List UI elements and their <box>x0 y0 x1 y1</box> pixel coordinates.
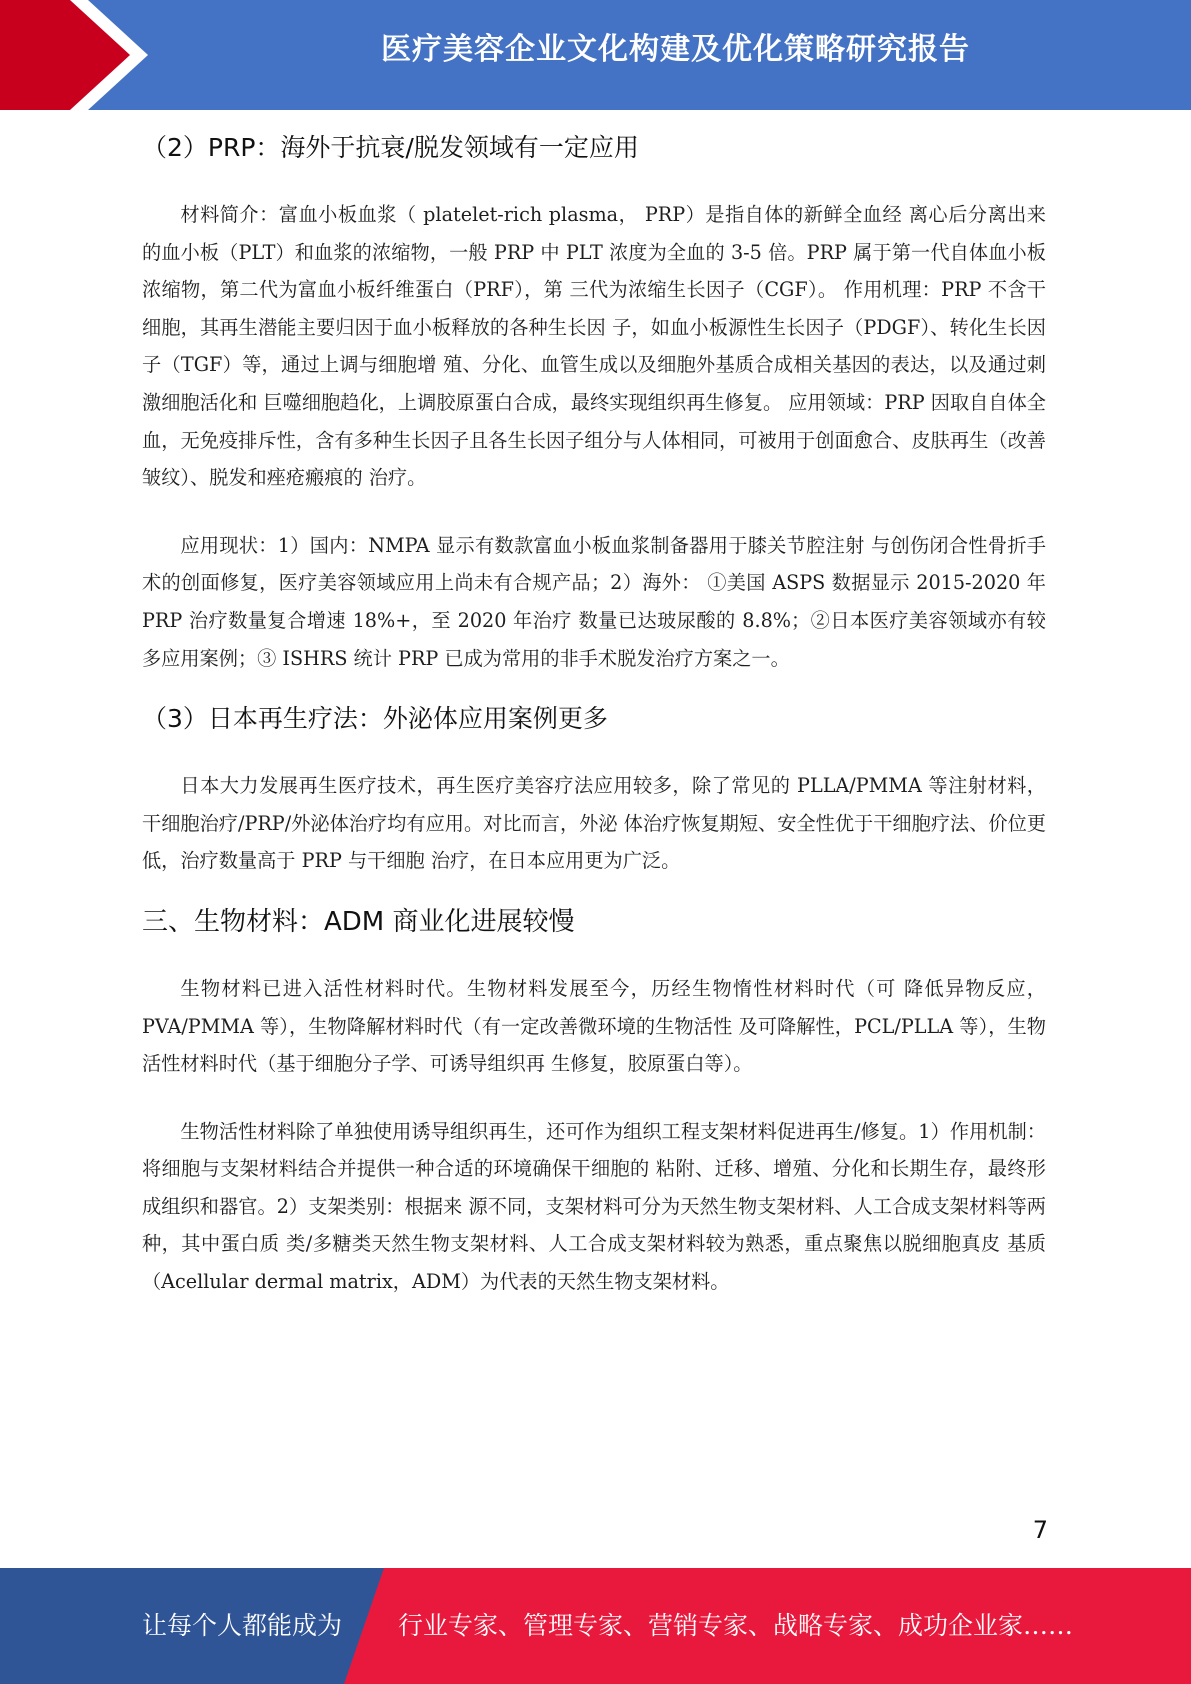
footer-slogan-left: 让每个人都能成为 <box>142 1611 343 1640</box>
page-footer <box>0 1568 1191 1684</box>
page-header <box>0 0 1191 110</box>
paragraph-biomaterial-scaffold: 生物活性材料除了单独使用诱导组织再生，还可作为组织工程支架材料促进再生/修复。1）作用机制：将细胞与支架材料结合并提供一种合适的环境确保干细胞的 粘附、迁移、增殖、分化和长期生存，最终形成组织和器官。2）支架类别：根据来 源不同，支架材料可分为天然生物支架材料、人工合成支架材料等两种，其中蛋白质 类/多糖类天然生物支架材料、人工合成支架材料较为熟悉，重点聚焦以脱细胞真皮 基质（Acellular dermal matrix，ADM）为代表的天然生物支架材料。 <box>142 1119 1046 1294</box>
paragraph-prp-intro: 材料简介：富血小板血浆（ platelet-rich plasma， PRP）是指自体的新鲜全血经 离心后分离出来的血小板（PLT）和血浆的浓缩物，一般 PRP 中 PLT 浓度为全血的 3-5 倍。PRP 属于第一代自体血小板浓缩物，第二代为富血小板纤维蛋白（PRF），第 三代为浓缩生长因子（CGF）。 作用机理：PRP 不含干细胞，其再生潜能主要归因于血小板释放的各种生长因 子，如血小板源性生长因子（PDGF）、转化生长因子（TGF）等，通过上调与细胞增 殖、分化、血管生成以及细胞外基质合成相关基因的表达，以及通过刺激细胞活化和 巨噬细胞趋化，上调胶原蛋白合成，最终实现组织再生修复。 应用领域：PRP 因取自自体全血，无免疫排斥性，含有多种生长因子且各生长因子组分与人体相同，可被用于创面愈合、皮肤再生（改善皱纹）、脱发和痤疮瘢痕的 治疗。 <box>142 203 1046 490</box>
paragraph-prp-status: 应用现状：1）国内：NMPA 显示有数款富血小板血浆制备器用于膝关节腔注射 与创伤闭合性骨折手术的创面修复，医疗美容领域应用上尚未有合规产品；2）海外： ①美国 ASPS 数据显示 2015-2020 年 PRP 治疗数量复合增速 18%+，至 2020 年治疗 数量已达玻尿酸的 8.8%；②日本医疗美容领域亦有较多应用案例；③ ISHRS 统计 PRP 已成为常用的非手术脱发治疗方案之一。 <box>142 533 1046 670</box>
section-heading-japan: （3）日本再生疗法：外泌体应用案例更多 <box>142 704 608 734</box>
report-title: 医疗美容企业文化构建及优化策略研究报告 <box>381 32 970 67</box>
paragraph-japan: 日本大力发展再生医疗技术，再生医疗美容疗法应用较多，除了常见的 PLLA/PMMA 等注射材料，干细胞治疗/PRP/外泌体治疗均有应用。对比而言，外泌 体治疗恢复期短、安全性优于干细胞疗法、价位更低，治疗数量高于 PRP 与干细胞 治疗，在日本应用更为广泛。 <box>142 774 1046 873</box>
section-heading-biomaterial: 三、生物材料：ADM 商业化进展较慢 <box>142 906 575 937</box>
page-number: 7 <box>1032 1516 1048 1544</box>
page-content <box>142 128 1046 1301</box>
section-heading-prp: （2）PRP：海外于抗衰/脱发领域有一定应用 <box>142 133 639 162</box>
header-arrow-decoration <box>0 0 160 110</box>
footer-slogan-right: 行业专家、管理专家、营销专家、战略专家、成功企业家…… <box>398 1611 1074 1640</box>
paragraph-biomaterial-era: 生物材料已进入活性材料时代。生物材料发展至今，历经生物惰性材料时代（可 降低异物反应，PVA/PMMA 等），生物降解材料时代（有一定改善微环境的生物活性 及可降解性，PCL/PLLA 等），生物活性材料时代（基于细胞分子学、可诱导组织再 生修复，胶原蛋白等）。 <box>142 976 1046 1076</box>
